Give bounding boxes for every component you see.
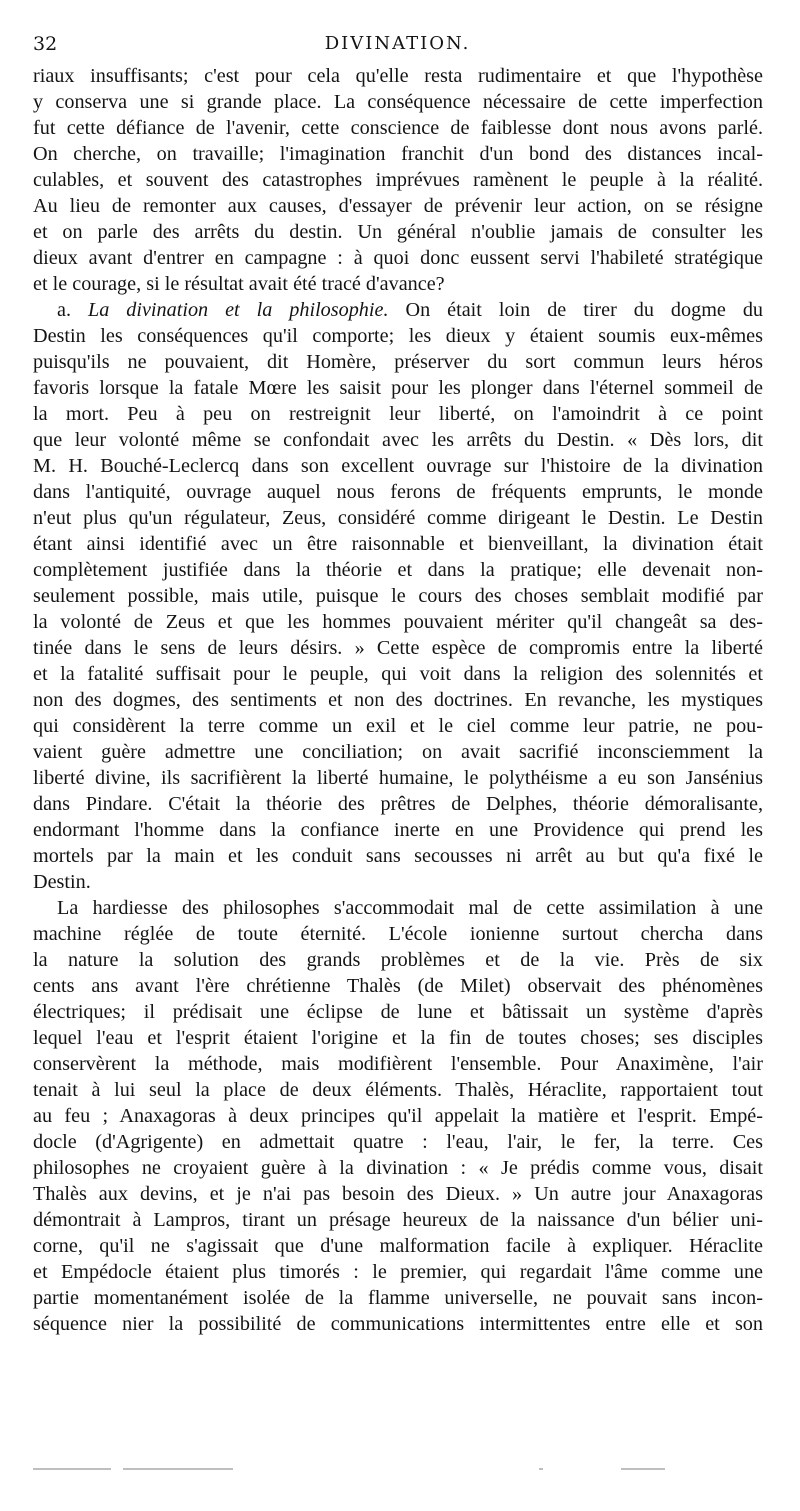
text-line: favoris lorsque la fatale Mœre les saisit pour les plonger dans l'éternel sommeil de <box>33 377 763 399</box>
text-line: tenait à lui seul la place de deux éléments. Thalès, Héraclite, rapportaient tout <box>33 1079 763 1101</box>
text-line: vaient guère admettre une conciliation; on avait sacrifié inconsciemment la <box>33 741 763 763</box>
text-line: docle (d'Agrigente) en admettait quatre : l'eau, l'air, le fer, la terre. Ces <box>33 1131 763 1153</box>
scan-mark <box>539 1468 543 1470</box>
text-line: dans Pindare. C'était la théorie des prêtres de Delphes, théorie démoralisante, <box>33 793 763 815</box>
text-line: non des dogmes, des sentiments et non des doctrines. En revanche, les mystiques <box>33 689 763 711</box>
text-line: riaux insuffisants; c'est pour cela qu'elle resta rudimentaire et que l'hypothèse <box>33 65 763 87</box>
scan-mark <box>33 1468 111 1470</box>
paragraph-1 <box>33 63 763 297</box>
section-first-line-text: On était loin de tirer du dogme du <box>405 299 763 321</box>
text-line: liberté divine, ils sacrifièrent la liberté humaine, le polythéisme a eu son Jansénius <box>33 767 763 789</box>
section-title: La divination et la philosophie. <box>87 299 389 321</box>
running-head: DIVINATION. <box>324 33 471 54</box>
text-line: tinée dans le sens de leurs désirs. » Cette espèce de compromis entre la liberté <box>33 637 763 659</box>
paragraph-3 <box>33 895 763 1337</box>
text-line: endormant l'homme dans la confiance inerte en une Providence qui prend les <box>33 819 763 841</box>
text-line: la nature la solution des grands problèmes et de la vie. Près de six <box>33 949 763 971</box>
text-line: cents ans avant l'ère chrétienne Thalès (de Milet) observait des phénomènes <box>33 975 763 997</box>
body-text <box>33 63 763 1337</box>
text-line: puisqu'ils ne pouvaient, dit Homère, préserver du sort commun leurs héros <box>33 351 763 373</box>
text-line: que leur volonté même se confondait avec les arrêts du Destin. « Dès lors, dit <box>33 429 763 451</box>
text-line: complètement justifiée dans la théorie et dans la pratique; elle devenait non- <box>33 559 763 581</box>
text-line: On cherche, on travaille; l'imagination franchit d'un bond des distances incal- <box>33 143 763 165</box>
text-line: philosophes ne croyaient guère à la divination : « Je prédis comme vous, disait <box>33 1157 763 1179</box>
text-line: séquence nier la possibilité de communications intermittentes entre elle et son <box>33 1313 763 1335</box>
paragraph-2 <box>33 297 763 895</box>
text-line: dans l'antiquité, ouvrage auquel nous ferons de fréquents emprunts, le monde <box>33 481 763 503</box>
text-line: la volonté de Zeus et que les hommes pouvaient mériter qu'il changeât sa des- <box>33 611 763 633</box>
text-line: qui considèrent la terre comme un exil et le ciel comme leur patrie, ne pou- <box>33 715 763 737</box>
text-line: Destin les conséquences qu'il comporte; les dieux y étaient soumis eux-mêmes <box>33 325 763 347</box>
text-line: mortels par la main et les conduit sans secousses ni arrêt au but qu'a fixé le <box>33 845 763 867</box>
text-line: et le courage, si le résultat avait été tracé d'avance? <box>33 273 445 295</box>
text-line: culables, et souvent des catastrophes imprévues ramènent le peuple à la réalité. <box>33 169 763 191</box>
text-line: et Empédocle étaient plus timorés : le premier, qui regardait l'âme comme une <box>33 1261 763 1283</box>
text-line: Au lieu de remonter aux causes, d'essayer de prévenir leur action, on se résigne <box>33 195 763 217</box>
text-line: dieux avant d'entrer en campagne : à quoi donc eussent servi l'habileté stratégique <box>33 247 763 269</box>
text-line: et la fatalité suffisait pour le peuple, qui voit dans la religion des solennités et <box>33 663 763 685</box>
page-header <box>33 30 762 58</box>
text-line: lequel l'eau et l'esprit étaient l'origine et la fin de toutes choses; ses disciples <box>33 1027 763 1049</box>
text-line: conservèrent la méthode, mais modifièrent l'ensemble. Pour Anaximène, l'air <box>33 1053 763 1075</box>
text-line: y conserva une si grande place. La conséquence nécessaire de cette imperfection <box>33 91 763 113</box>
page-number: 32 <box>33 33 58 55</box>
bleed-through-marks <box>33 1468 763 1474</box>
text-line: M. H. Bouché-Leclercq dans son excellent ouvrage sur l'histoire de la divination <box>33 455 763 477</box>
text-line: et on parle des arrêts du destin. Un général n'oublie jamais de consulter les <box>33 221 763 243</box>
text-line: Destin. <box>33 871 91 893</box>
text-line: Thalès aux devins, et je n'ai pas besoin des Dieux. » Un autre jour Anaxagoras <box>33 1183 763 1205</box>
text-line: machine réglée de toute éternité. L'école ionienne surtout chercha dans <box>33 923 763 945</box>
text-line: fut cette défiance de l'avenir, cette conscience de faiblesse dont nous avons parlé. <box>33 117 763 139</box>
text-line: électriques; il prédisait une éclipse de lune et bâtissait un système d'après <box>33 1001 763 1023</box>
text-line: la mort. Peu à peu on restreignit leur liberté, on l'amoindrit à ce point <box>33 403 763 425</box>
section-label: a. <box>57 299 72 321</box>
text-line: La hardiesse des philosophes s'accommodait mal de cette assimilation à une <box>57 897 763 919</box>
scan-mark <box>123 1468 233 1470</box>
text-line: seulement possible, mais utile, puisque le cours des choses semblait modifié par <box>33 585 763 607</box>
text-line: corne, qu'il ne s'agissait que d'une malformation facile à expliquer. Héraclite <box>33 1235 763 1257</box>
text-line: n'eut plus qu'un régulateur, Zeus, considéré comme dirigeant le Destin. Le Destin <box>33 507 763 529</box>
text-line: partie momentanément isolée de la flamme universelle, ne pouvait sans incon- <box>33 1287 763 1309</box>
text-line: démontrait à Lampros, tirant un présage heureux de la naissance d'un bélier uni- <box>33 1209 763 1231</box>
text-line: au feu ; Anaxagoras à deux principes qu'il appelait la matière et l'esprit. Empé- <box>33 1105 763 1127</box>
text-line: étant ainsi identifié avec un être raisonnable et bienveillant, la divination était <box>33 533 763 555</box>
section-heading-line <box>33 297 763 323</box>
scan-mark <box>621 1468 665 1470</box>
